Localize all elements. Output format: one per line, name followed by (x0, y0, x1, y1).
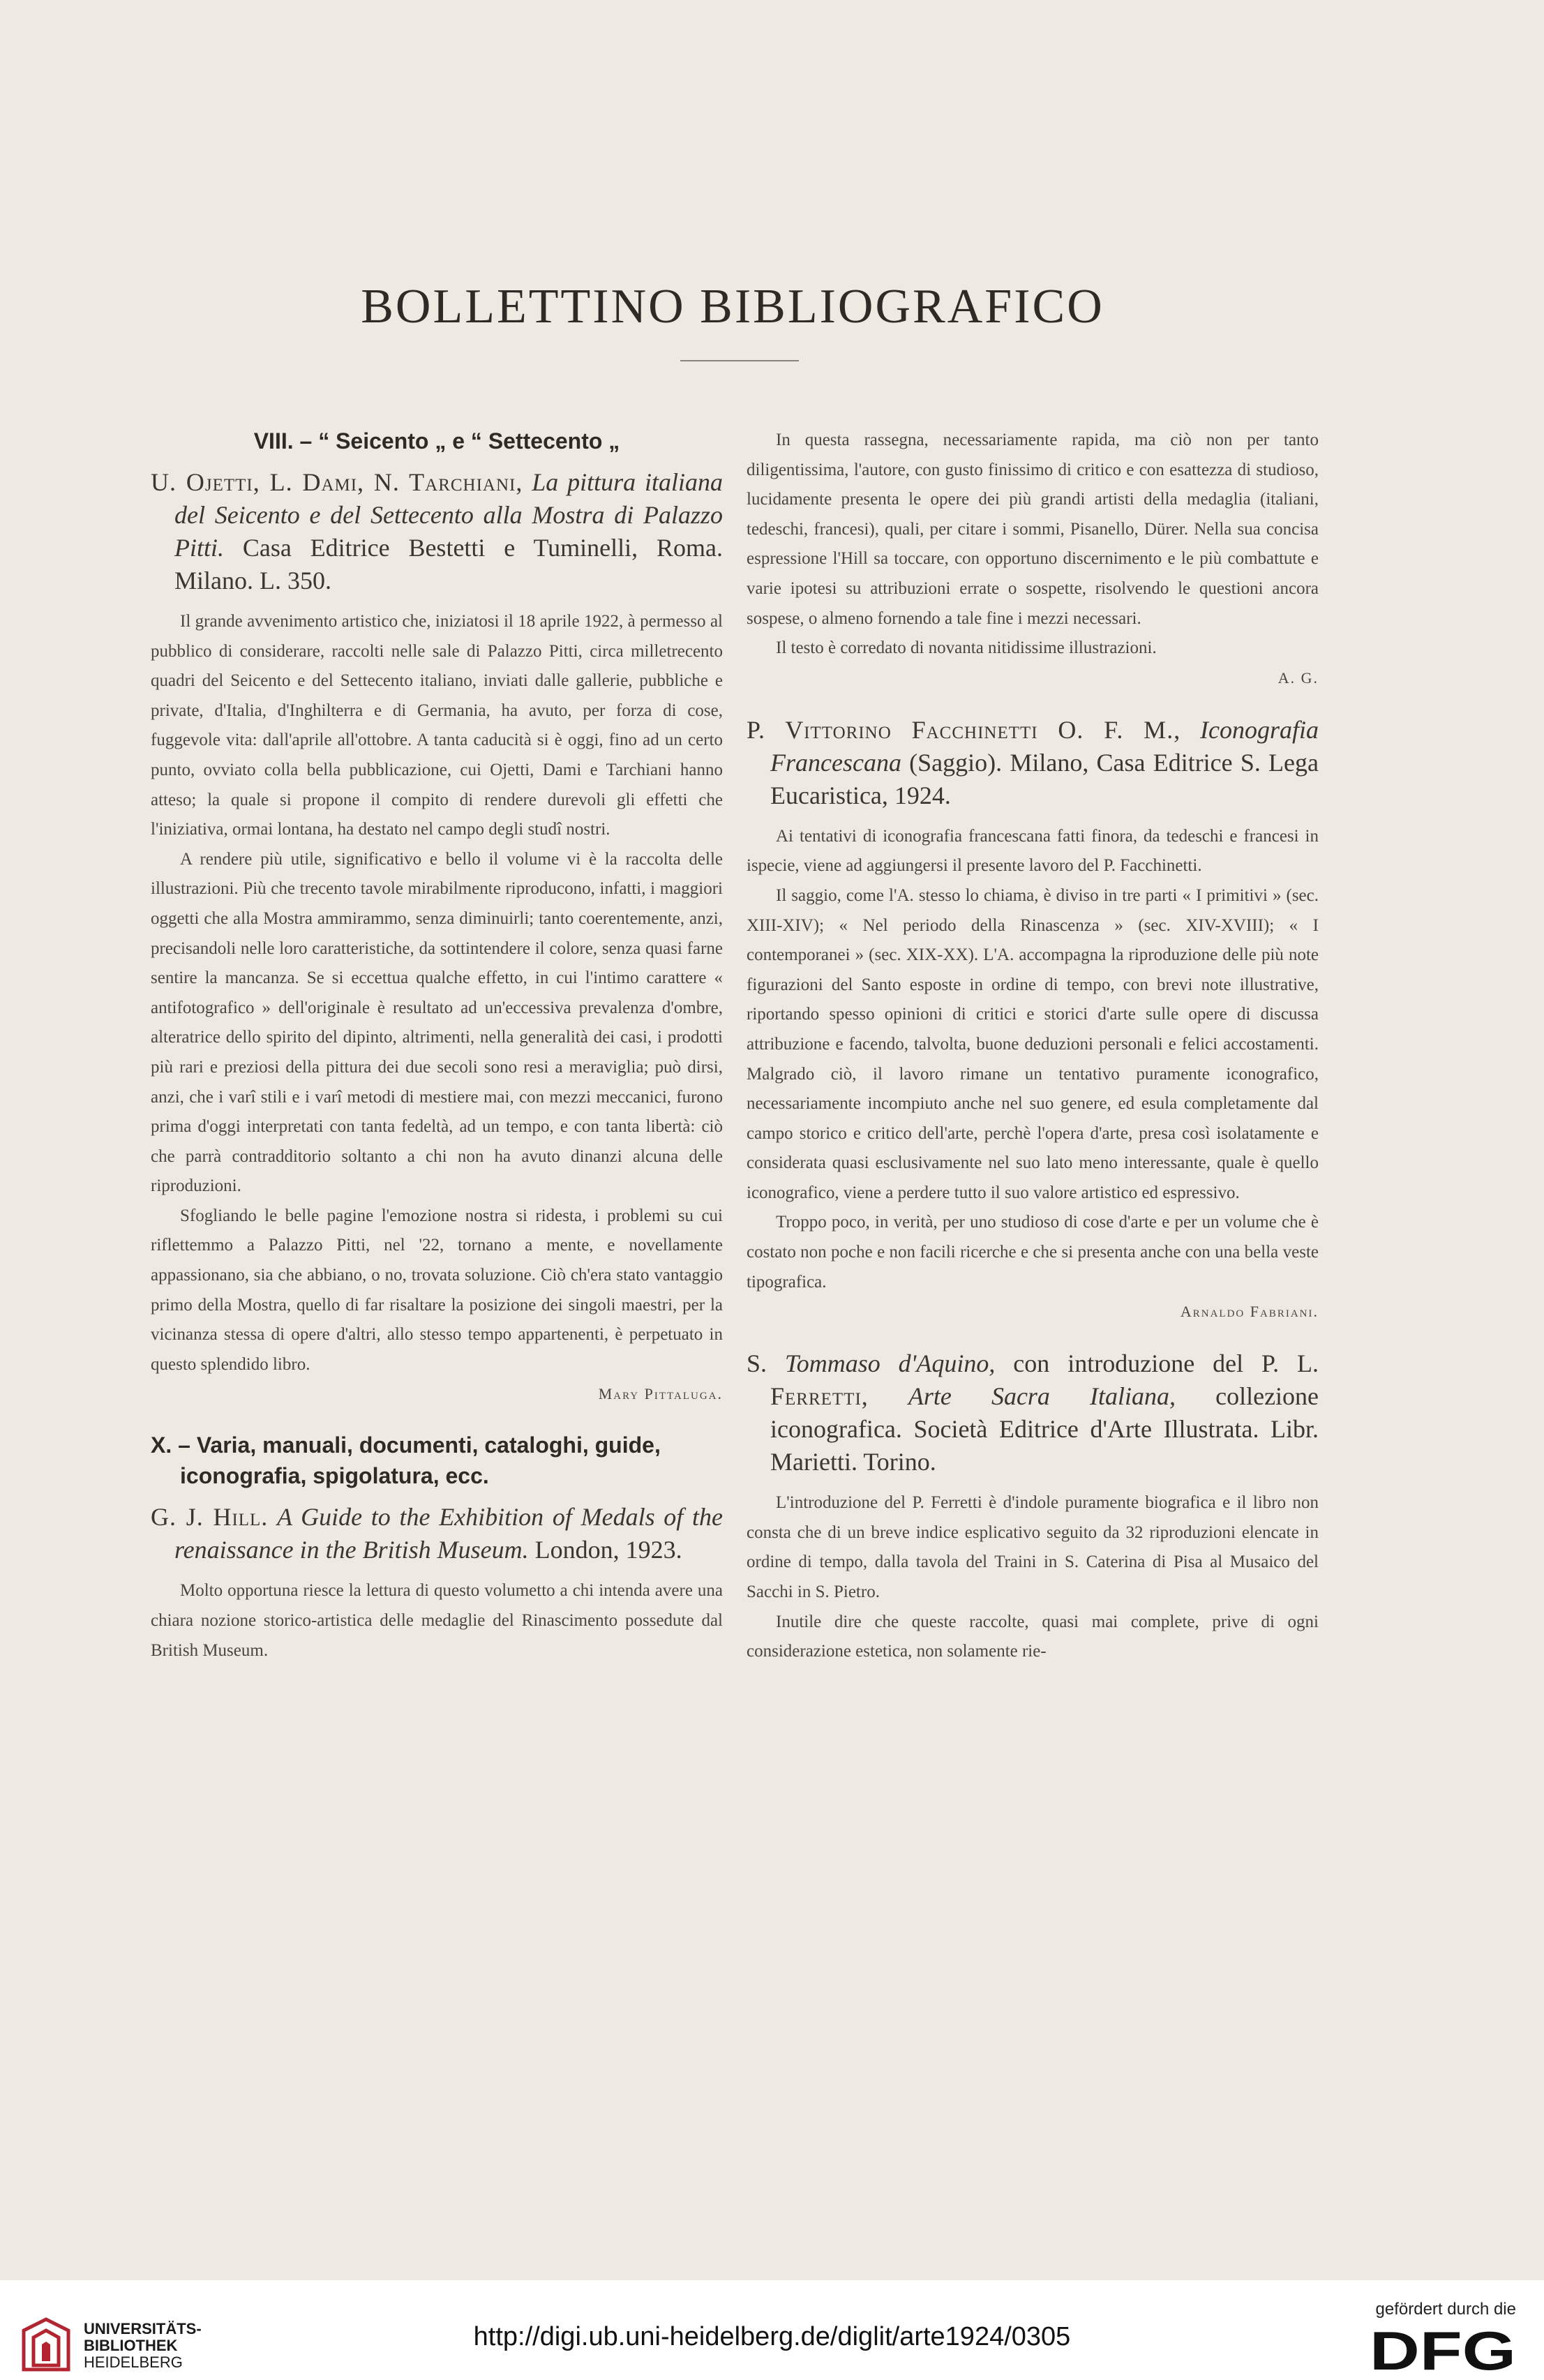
entry-authors: P. Vittorino Facchinetti O. F. M., (747, 715, 1181, 744)
entry-intro: con introduzione del P. L. (1013, 1349, 1319, 1378)
entry-authors: G. J. Hill. (151, 1503, 269, 1532)
paragraph: Inutile dire che queste raccolte, quasi mai complete, prive di ogni considerazione estetica, non solamente rie- (747, 1612, 1319, 1661)
entry-author-initial: S. (747, 1349, 767, 1378)
paragraph: L'introduzione del P. Ferretti è d'indole puramente biografica e il libro non consta che di un breve indice esplicativo seguito da 32 riproduzioni elencate in ordine di tempo, dalla tavola del Traini in S. Caterina di Pisa al Musaico del Sacchi in S. Pietro. (747, 1493, 1319, 1602)
signature: Mary Pittaluga. (598, 1385, 723, 1403)
entry-heading (747, 714, 1319, 812)
footer-bar (0, 2280, 1544, 2380)
entry-heading (151, 1501, 723, 1566)
signature: Arnaldo Fabriani. (1180, 1303, 1319, 1321)
paragraph: Il testo è corredato di novanta nitidissime illustrazioni. (776, 638, 1157, 658)
paragraph: In questa rassegna, necessariamente rapida, ma ciò non per tanto diligentissima, l'autore, con gusto finissimo di critico e con esattezza di studioso, lucidamente presenta le opere dei più grandi artisti della medaglia (italiani, tedeschi, francesi), quali, per citare i sommi, Pisanello, Dürer. Nella sua concisa espressione l'Hill sa toccare, con opportuno discernimento e le più combattute e varie ipotesi su attribuzioni errate o sospette, risolvendo le questioni ancora sospese, o almeno fornendo a tale fine i mezzi necessari. (747, 431, 1319, 628)
paragraph: Il saggio, come l'A. stesso lo chiama, è diviso in tre parti « I primitivi » (sec. XIII-XIV); « Nel periodo della Rinascenza » (sec. XIV-XVIII); « I contemporanei » (sec. XIX-XX). L'A. accompagna la riproduzione delle più note figurazioni del Santo esposte in ordine di tempo, con brevi note illustrative, riportando spesso opinioni di critici e storici d'arte sulle opere di discussa attribuzione e facendo, talvolta, buone deduzioni personali e felici accostamenti. Malgrado ciò, il lavoro rimane un tentativo puramente iconografico, necessariamente incompiuto anche nel suo genere, ed esula completamente dal campo storico e critico dell'arte, perchè l'opera d'arte, presa così isolatamente e considerata quasi esclusivamente nel suo lato meno interessante, quale è quello iconografico, viene a perdere tutto il suo valore artistico ed espressivo. (747, 885, 1319, 1202)
entry-publisher: London, 1923. (534, 1536, 682, 1564)
entry-title: La pittura italiana del Seicento e del Settecento alla Mostra di Palazzo Pitti. (174, 468, 724, 562)
left-column (151, 426, 723, 1666)
page-title: BOLLETTINO BIBLIOGRAFICO (361, 280, 1104, 334)
section-heading-x: X. – Varia, manuali, documenti, cataloghi, guide, iconografia, spigolatura, ecc. (151, 1432, 661, 1489)
dfg-logo-icon (1370, 2325, 1516, 2374)
right-column (747, 426, 1319, 1667)
entry-title: A Guide to the Exhibition of Medals of the renaissance in the British Museum. (174, 1503, 723, 1564)
signature: A. G. (1277, 668, 1319, 687)
svg-text:DFG: DFG (1370, 2325, 1516, 2374)
section-heading-viii: VIII. – “ Seicento „ e “ Settecento „ (253, 428, 620, 454)
paragraph: Troppo poco, in verità, per uno studioso di cose d'arte e per un volume che è costato non poche e non facili ricerche e che si presenta anche con una bella veste tipografica. (747, 1213, 1319, 1292)
entry-authors: Ferretti, (770, 1382, 869, 1411)
digital-object-url[interactable]: http://digi.ub.uni-heidelberg.de/diglit/arte1924/0305 (473, 2322, 1071, 2351)
paragraph: Ai tentativi di iconografia francescana fatti finora, da tedeschi e francesi in ispecie, viene ad aggiungersi il presente lavoro del P. Facchinetti. (747, 826, 1319, 876)
paragraph: Molto opportuna riesce la lettura di questo volumetto a chi intenda avere una chiara nozione storico-artistica delle medaglie del Rinascimento possedute dal British Museum. (151, 1581, 723, 1660)
entry-title: Tommaso d'Aquino, (784, 1349, 996, 1378)
entry-publisher: collezione iconografica. Società Editrice d'Arte Illustrata. Libr. Marietti. Torino. (770, 1382, 1319, 1476)
paragraph: Sfogliando le belle pagine l'emozione nostra si ridesta, i problemi su cui riflettemmo a Palazzo Pitti, nel '22, tornano a mente, e novellamente appassionano, sia che abbiano, o no, trovata soluzione. Ciò ch'era stato vantaggio primo della Mostra, quello di far risaltare la posizione dei singoli maestri, per la vicinanza stessa di opere d'altri, allo stesso tempo appartenenti, è perpetuato in questo splendido libro. (151, 1206, 723, 1374)
paragraph: Il grande avvenimento artistico che, iniziatosi il 18 aprile 1922, à permesso al pubblico di considerare, raccolti nelle sale di Palazzo Pitti, circa milletrecento quadri del Seicento e del Settecento italiano, inviati dalle gallerie, pubbliche e private, d'Italia, d'Inghilterra e di Germania, ha avuto, per forza di cose, fuggevole vita: dall'aprile all'ottobre. A tanta caducità si è oggi, fino ad un certo punto, ovviato colla bella pubblicazione, cui Ojetti, Dami e Tarchiani hanno atteso; la quale si propone il compito di rendere durevoli gli effetti che l'iniziativa, ormai lontana, ha destato nel campo degli studî nostri. (151, 612, 723, 839)
entry-title: Iconografia Francescana (770, 715, 1319, 777)
funding-caption: gefördert durch die (1375, 2300, 1516, 2319)
entry-heading (747, 1347, 1319, 1479)
paragraph: A rendere più utile, significativo e bello il volume vi è la raccolta delle illustrazioni. Più che trecento tavole mirabilmente riproducono, infatti, i maggiori oggetti che alla Mostra ammirammo, senza diminuirli; tanto coerentemente, anzi, precisandoli nelle loro caratteristiche, da sottintendere il colore, senza quasi farne sentire la mancanza. Se si eccettua qualche effetto, in cui l'intimo carattere « antifotografico » dell'originale è resultato ad un'eccessiva prevalenza d'ombre, alteratrice dello spirito del dipinto, altrimenti, nella generalità dei casi, i prodotti più rari e preziosi della pittura dei due secoli sono resi a meraviglia; può dirsi, anzi, che i varî stili e i varî metodi di mestiere mai, con mezzi meccanici, furono prima d'oggi interpretati con tanta fedeltà, ad un tempo, e con tanta libertà: ciò che parrà contradditorio soltanto a chi non ha avuto dinanzi alcuna delle riproduzioni. (151, 849, 723, 1196)
entry-heading (151, 466, 723, 597)
entry-publisher: (Saggio). Milano, Casa Editrice S. Lega Eucaristica, 1924. (770, 748, 1319, 809)
entry-authors: U. Ojetti, L. Dami, N. Tarchiani, (151, 468, 523, 496)
entry-publisher: Casa Editrice Bestetti e Tuminelli, Roma. Milano. L. 350. (174, 534, 723, 594)
entry-series-title: Arte Sacra Italiana, (908, 1382, 1176, 1411)
title-divider (680, 360, 799, 361)
library-name: UNIVERSITÄTS- BIBLIOTHEK HEIDELBERG (84, 2320, 202, 2371)
